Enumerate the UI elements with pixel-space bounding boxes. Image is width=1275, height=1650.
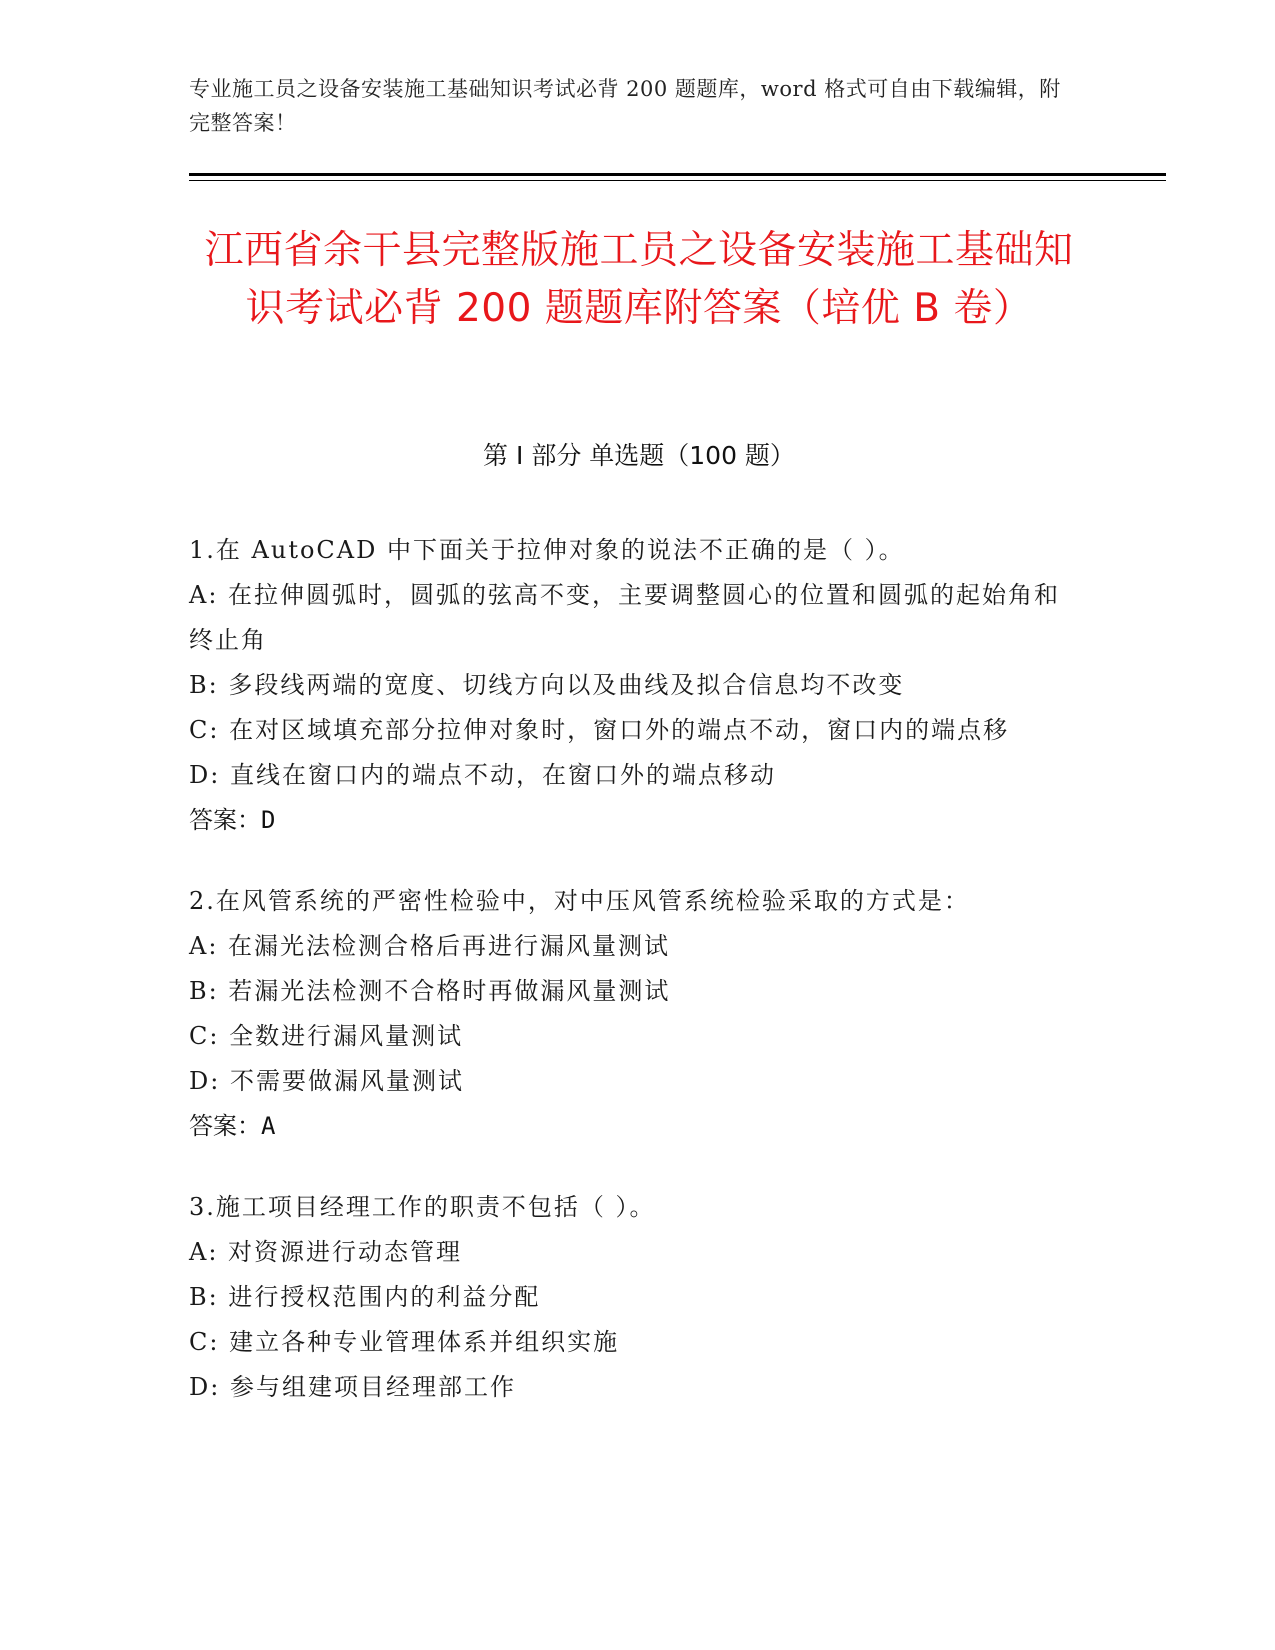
option-b: B: 进行授权范围内的利益分配 [189,1283,541,1311]
option-a: A: 对资源进行动态管理 [189,1238,463,1266]
option-c: C: 在对区域填充部分拉伸对象时，窗口外的端点不动，窗口内的端点移 [189,716,1010,744]
answer-label: 答案： [189,806,261,834]
answer-line [189,798,1079,843]
document-title: 江西省余干县完整版施工员之设备安装施工基础知识考试必背 200 题题库附答案（培优 B 卷） [204,228,1074,331]
header-rule-thick [189,173,1166,176]
option-d: D: 参与组建项目经理部工作 [189,1373,516,1401]
option-a: A: 在拉伸圆弧时，圆弧的弦高不变，主要调整圆心的位置和圆弧的起始角和终止角 [189,581,1061,654]
answer-line [189,1104,1079,1149]
option-a: A: 在漏光法检测合格后再进行漏风量测试 [189,932,671,960]
header-note: 专业施工员之设备安装施工基础知识考试必背 200 题题库，word 格式可自由下载编辑，附完整答案！ [189,77,1061,135]
question-1 [189,528,1079,843]
question-2 [189,879,1079,1149]
option-b: B: 若漏光法检测不合格时再做漏风量测试 [189,977,671,1005]
header-rule-thin [189,180,1166,181]
option-b: B: 多段线两端的宽度、切线方向以及曲线及拟合信息均不改变 [189,671,905,699]
question-stem: 3.施工项目经理工作的职责不包括（ ）。 [189,1193,656,1221]
question-list [189,528,1079,1446]
answer-label: 答案： [189,1112,261,1140]
option-d: D: 直线在窗口内的端点不动，在窗口外的端点移动 [189,761,776,789]
option-d: D: 不需要做漏风量测试 [189,1067,464,1095]
section-heading: 第 I 部分 单选题（100 题） [483,441,795,470]
question-stem: 1.在 AutoCAD 中下面关于拉伸对象的说法不正确的是（ ）。 [189,536,905,564]
answer-value: D [261,806,276,834]
answer-value: A [261,1112,276,1140]
question-3 [189,1185,1079,1410]
question-stem: 2.在风管系统的严密性检验中，对中压风管系统检验采取的方式是： [189,887,970,915]
option-c: C: 全数进行漏风量测试 [189,1022,464,1050]
option-c: C: 建立各种专业管理体系并组织实施 [189,1328,620,1356]
